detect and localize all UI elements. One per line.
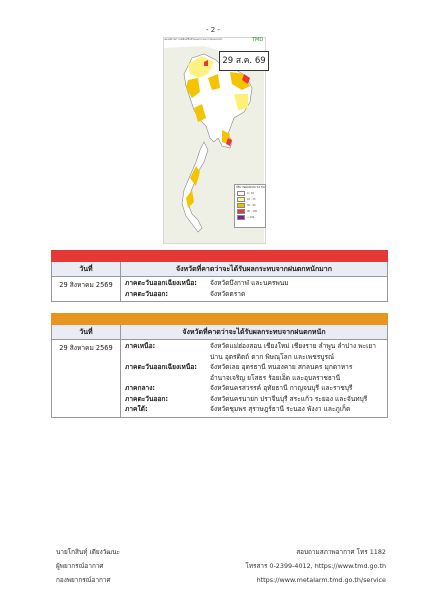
legend-swatch: [237, 215, 245, 220]
legend-item: 35 - 90: [237, 203, 263, 207]
date-column-header: วันที่: [52, 262, 121, 276]
forecast-date: 29 สิงหาคม 2569: [52, 340, 121, 417]
table-row: [51, 340, 388, 418]
hotline-text: สอบถามสภาพอากาศ โทร 1182: [296, 548, 386, 556]
region-name: [125, 373, 210, 384]
region-row: [125, 383, 387, 394]
legend-swatch: [237, 203, 245, 208]
region-row: [125, 394, 387, 405]
region-row: [125, 289, 387, 300]
region-row: [125, 404, 387, 415]
region-provinces: จังหวัดบึงกาฬ และนครพนม: [210, 279, 289, 287]
tmd-logo: TMD: [252, 37, 264, 43]
very-heavy-rain-bar: [51, 250, 388, 262]
region-provinces: จังหวัดชุมพร สุราษฎร์ธานี ระนอง พังงา และภูเก็ต: [210, 405, 351, 413]
legend-item: 10 - 35: [237, 197, 263, 201]
map-header-text: แผนที่คาดการณ์พื้นที่ที่ได้รับผลกระทบจากฝนตกหนัก: [164, 38, 223, 41]
region-provinces: น่าน อุตรดิตถ์ ตาก พิษณุโลก และเพชรบูรณ์: [210, 352, 335, 361]
region-name: ภาคตะวันออกเฉียงเหนือ:: [125, 363, 197, 371]
service-url[interactable]: https://www.metalarm.tmd.go.th/service: [256, 576, 386, 584]
date-column-header: วันที่: [52, 325, 121, 339]
region-provinces: จังหวัดตราด: [210, 289, 246, 298]
region-row: [125, 278, 387, 289]
region-provinces: จังหวัดแม่ฮ่องสอน เชียงใหม่ เชียงราย ลำพูน ลำปาง พะเยา: [210, 342, 376, 350]
region-provinces: จังหวัดเลย อุดรธานี หนองคาย สกลนคร มุกดาหาร: [210, 363, 353, 371]
page-number: - 2 -: [206, 26, 220, 34]
region-name: ภาคตะวันออก:: [125, 394, 169, 403]
forecaster-name: นายโกสินทุ์ เดียงวัฒนะ: [56, 548, 120, 556]
region-name: ภาคกลาง:: [125, 384, 156, 392]
legend-item: > 150: [237, 215, 263, 219]
region-name: ภาคตะวันออก:: [125, 289, 169, 298]
province-column-header: จังหวัดที่คาดว่าจะได้รับผลกระทบจากฝนตกหนัก: [182, 328, 326, 336]
legend-item: 90 - 150: [237, 209, 263, 213]
region-row: [125, 373, 387, 384]
region-name: [125, 352, 210, 363]
table-row: [51, 277, 388, 302]
footer-signature: [56, 545, 120, 587]
fax-website-text: โทรสาร 0-2399-4012, https://www.tmd.go.th: [245, 562, 386, 570]
legend-swatch: [237, 197, 245, 202]
legend-swatch: [237, 191, 245, 196]
region-name: ภาคเหนือ:: [125, 342, 156, 350]
province-column-header: จังหวัดที่คาดว่าจะได้รับผลกระทบจากฝนตกหนักมาก: [176, 265, 332, 273]
heavy-rain-bar: [51, 313, 388, 325]
legend-title: ปริมาณฝนสะสม 24 ชม.: [236, 185, 266, 189]
region-provinces: จังหวัดนครสวรรค์ อุทัยธานี กาญจนบุรี และราชบุรี: [210, 384, 353, 392]
footer-contact: [245, 545, 386, 587]
region-row: [125, 362, 387, 373]
table-header: [51, 325, 388, 340]
region-row: [125, 341, 387, 352]
forecast-date: 29 สิงหาคม 2569: [52, 277, 121, 301]
region-name: ภาคใต้:: [125, 405, 148, 413]
forecaster-title: ผู้พยากรณ์อากาศ: [56, 562, 104, 570]
region-provinces: อำนาจเจริญ ยโสธร ร้อยเอ็ด และอุบลราชธานี: [210, 373, 341, 382]
very-heavy-rain-table: [51, 250, 388, 302]
region-provinces: จังหวัดนครนายก ปราจีนบุรี สระแก้ว ระยอง และจันทบุรี: [210, 394, 368, 403]
table-header: [51, 262, 388, 277]
legend-item: 0 - 10: [237, 191, 263, 195]
legend-swatch: [237, 209, 245, 214]
heavy-rain-table: [51, 313, 388, 418]
map-date-label: 29 ส.ค. 69: [219, 51, 269, 71]
region-name: ภาคตะวันออกเฉียงเหนือ:: [125, 279, 197, 287]
forecast-division: กองพยากรณ์อากาศ: [56, 576, 111, 584]
region-row: [125, 352, 387, 363]
